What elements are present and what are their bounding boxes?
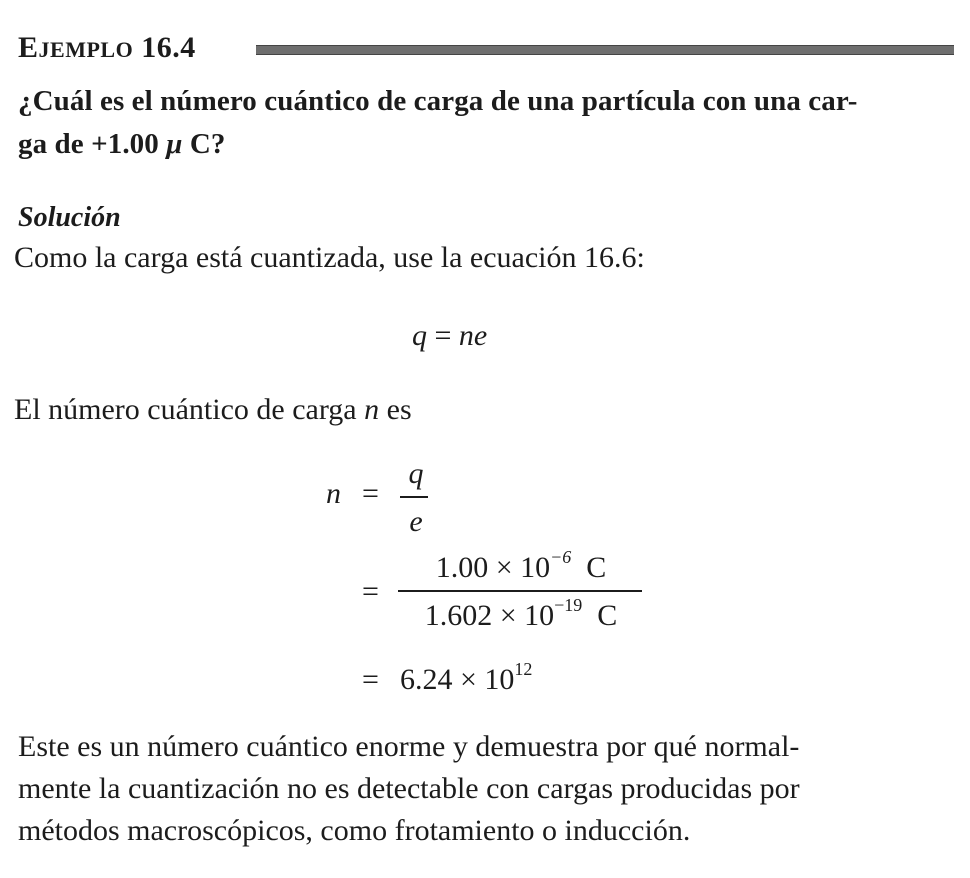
fraction-numeric-denominator	[398, 596, 644, 636]
equation-q-ne	[412, 316, 487, 356]
result-exponent: 12	[514, 659, 533, 679]
fraction-q-numerator: q	[408, 457, 424, 490]
question-line-2	[18, 123, 958, 166]
numerator-base: 1.00 × 10	[435, 551, 551, 584]
conclusion-line-1: Este es un número cuántico enorme y demuestra por qué normal-	[18, 730, 800, 763]
denominator-base: 1.602 × 10	[424, 599, 555, 632]
derivation-result	[400, 660, 532, 700]
quantum-variable: n	[364, 393, 380, 426]
conclusion-paragraph	[18, 726, 963, 852]
question-line-2-start: ga de +1.00	[18, 128, 167, 160]
derivation-lhs: n	[326, 477, 341, 510]
quantum-text: El número cuántico de carga	[14, 393, 365, 426]
quantum-text-end: es	[379, 393, 412, 426]
fraction-q-bar	[400, 496, 428, 498]
denominator-unit: C	[582, 599, 618, 632]
equation-operator: =	[427, 319, 459, 352]
fraction-numeric-numerator	[398, 548, 644, 588]
numerator-unit: C	[571, 551, 607, 584]
example-number: 16.4	[141, 31, 196, 64]
fraction-e-denominator: e	[409, 505, 423, 538]
question	[18, 80, 958, 166]
quantum-number-statement	[14, 390, 412, 430]
derivation-equals-3: =	[362, 663, 379, 696]
numerator-exponent: −6	[550, 547, 572, 567]
solution-intro: Como la carga está cuantizada, use la ecuación 16.6:	[14, 241, 645, 274]
derivation-equals-1: =	[362, 477, 379, 510]
question-line-2-end: C?	[182, 128, 226, 160]
fraction-numeric-bar	[398, 590, 642, 592]
header-rule	[256, 45, 954, 55]
denominator-exponent: −19	[554, 595, 583, 615]
example-label-initial: E	[18, 31, 39, 64]
mu-symbol: μ	[166, 128, 183, 160]
example-header	[18, 28, 954, 68]
equation-rhs: ne	[458, 319, 488, 352]
result-base: 6.24 × 10	[400, 663, 515, 696]
conclusion-line-2: mente la cuantización no es detectable con cargas producidas por	[18, 772, 800, 805]
example-label	[18, 28, 196, 70]
question-line-1: ¿Cuál es el número cuántico de carga de una partícula con una car-	[18, 85, 858, 117]
conclusion-line-3: métodos macroscópicos, como frotamiento o inducción.	[18, 814, 691, 847]
derivation-equals-2: =	[362, 575, 379, 608]
equation-lhs: q	[412, 319, 427, 352]
solution-title: Solución	[18, 202, 121, 233]
example-label-rest: JEMPLO	[38, 37, 134, 62]
